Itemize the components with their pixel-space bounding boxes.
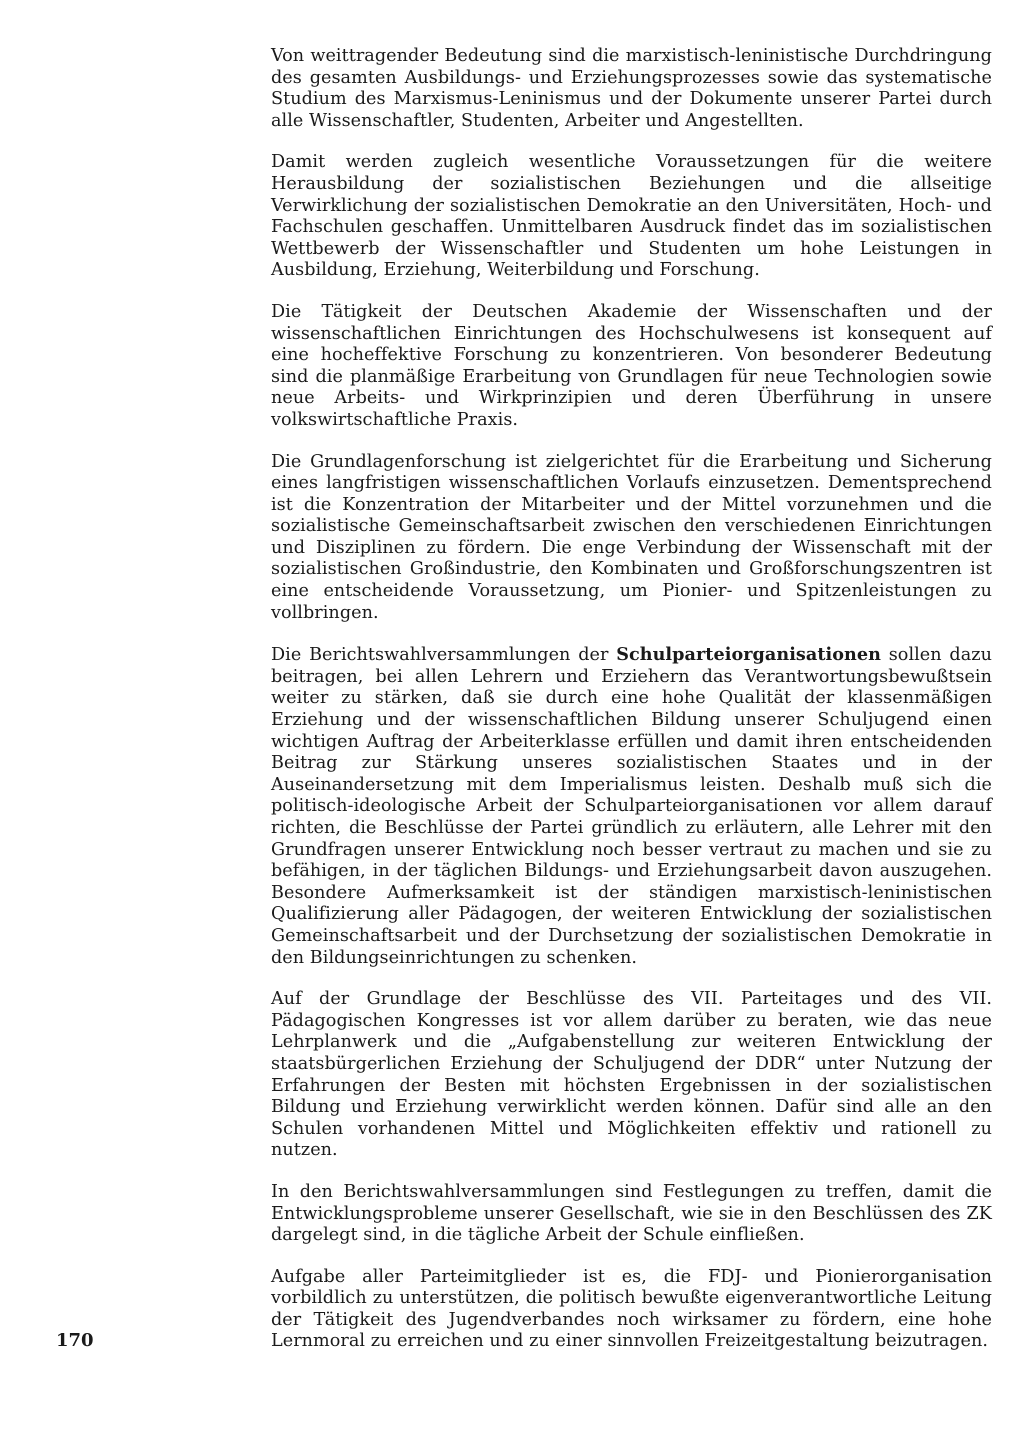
paragraph-8: Aufgabe aller Parteimitglieder ist es, die FDJ- und Pionierorganisation vorbildlich zu unterstützen, die politisch bewußte eigenverantwortliche Leitung der Tätigkeit des Jugendverbandes noch wirksamer zu fördern, eine hohe Lernmoral zu erreichen und zu einer sinnvollen Freizeitgestaltung beizutragen. — [271, 1266, 992, 1352]
paragraph-5-rest: sollen dazu beitragen, bei allen Lehrern und Erziehern das Verantwortungsbewußtsein weiter zu stärken, daß sie durch eine hohe Qualität der klassenmäßigen Erziehung und der wissenschaftlichen Bildung unserer Schuljugend einen wichtigen Auftrag der Arbeiterklasse erfüllen und damit ihren entscheidenden Beitrag zur Stärkung unseres sozialistischen Staates und in der Auseinandersetzung mit dem Imperialismus leisten. Deshalb muß sich die politisch-ideologische Arbeit der Schulparteiorganisationen vor allem darauf richten, die Beschlüsse der Partei gründlich zu erläutern, alle Lehrer mit den Grundfragen unserer Entwicklung noch besser vertraut zu machen und sie zu befähigen, in der täglichen Bildungs- und Erziehungsarbeit davon auszugehen. Besondere Aufmerksamkeit ist der ständigen marxistisch-leninistischen Qualifizierung aller Pädagogen, der weiteren Entwicklung der sozialistischen Gemeinschaftsarbeit und der Durchsetzung der sozialistischen Demokratie in den Bildungseinrichtungen zu schenken. — [271, 645, 992, 968]
paragraph-5-intro: Die Berichtswahlversammlungen der — [271, 645, 617, 666]
paragraph-7: In den Berichtswahlversammlungen sind Festlegungen zu treffen, damit die Entwicklungsprobleme unserer Gesellschaft, wie sie in den Beschlüssen des ZK dargelegt sind, in die tägliche Arbeit der Schule einfließen. — [271, 1181, 992, 1246]
paragraph-1: Von weittragender Bedeutung sind die marxistisch-leninistische Durchdringung des gesamten Ausbildungs- und Erziehungsprozesses sowie das systematische Studium des Marxismus-Leninismus und der Dokumente unserer Partei durch alle Wissenschaftler, Studenten, Arbeiter und Angestellten. — [271, 46, 992, 131]
paragraph-2: Damit werden zugleich wesentliche Voraussetzungen für die weitere Herausbildung der sozialistischen Beziehungen und die allseitige Verwirklichung der sozialistischen Demokratie an den Universitäten, Hoch- und Fachschulen geschaffen. Unmittelbaren Ausdruck findet das im sozialistischen Wettbewerb der Wissenschaftler und Studenten um hohe Leistungen in Ausbildung, Erziehung, Weiterbildung und Forschung. — [271, 152, 992, 281]
page-number: 170 — [56, 1330, 94, 1351]
paragraph-3: Die Tätigkeit der Deutschen Akademie der Wissenschaften und der wissenschaftlichen Einrichtungen des Hochschulwesens ist konsequent auf eine hocheffektive Forschung zu konzentrieren. Von besonderer Bedeutung sind die planmäßige Erarbeitung von Grundlagen für neue Technologien sowie neue Arbeits- und Wirkprinzipien und deren Überführung in unsere volkswirtschaftliche Praxis. — [271, 301, 992, 430]
paragraph-5 — [271, 644, 992, 969]
paragraph-6: Auf der Grundlage der Beschlüsse des VII. Parteitages und des VII. Pädagogischen Kongresses ist vor allem darüber zu beraten, wie das neue Lehrplanwerk und die „Aufgabenstellung zur weiteren Entwicklung der staatsbürgerlichen Erziehung der Schuljugend der DDR“ unter Nutzung der Erfahrungen der Besten mit höchsten Ergebnissen in der sozialistischen Bildung und Erziehung verwirklicht werden können. Dafür sind alle an den Schulen vorhandenen Mittel und Möglichkeiten effektiv und rationell zu nutzen. — [271, 989, 992, 1161]
page-body — [271, 46, 992, 1373]
paragraph-4: Die Grundlagenforschung ist zielgerichtet für die Erarbeitung und Sicherung eines langfristigen wissenschaftlichen Vorlaufs einzusetzen. Dementsprechend ist die Konzentration der Mitarbeiter und der Mittel vorzunehmen und die sozialistische Gemeinschaftsarbeit zwischen den verschiedenen Einrichtungen und Disziplinen zu fördern. Die enge Verbindung der Wissenschaft mit der sozialistischen Großindustrie, den Kombinaten und Großforschungszentren ist eine entscheidende Voraussetzung, um Pionier- und Spitzenleistungen zu vollbringen. — [271, 451, 992, 623]
paragraph-5-bold-term: Schulparteiorganisationen — [616, 644, 881, 666]
